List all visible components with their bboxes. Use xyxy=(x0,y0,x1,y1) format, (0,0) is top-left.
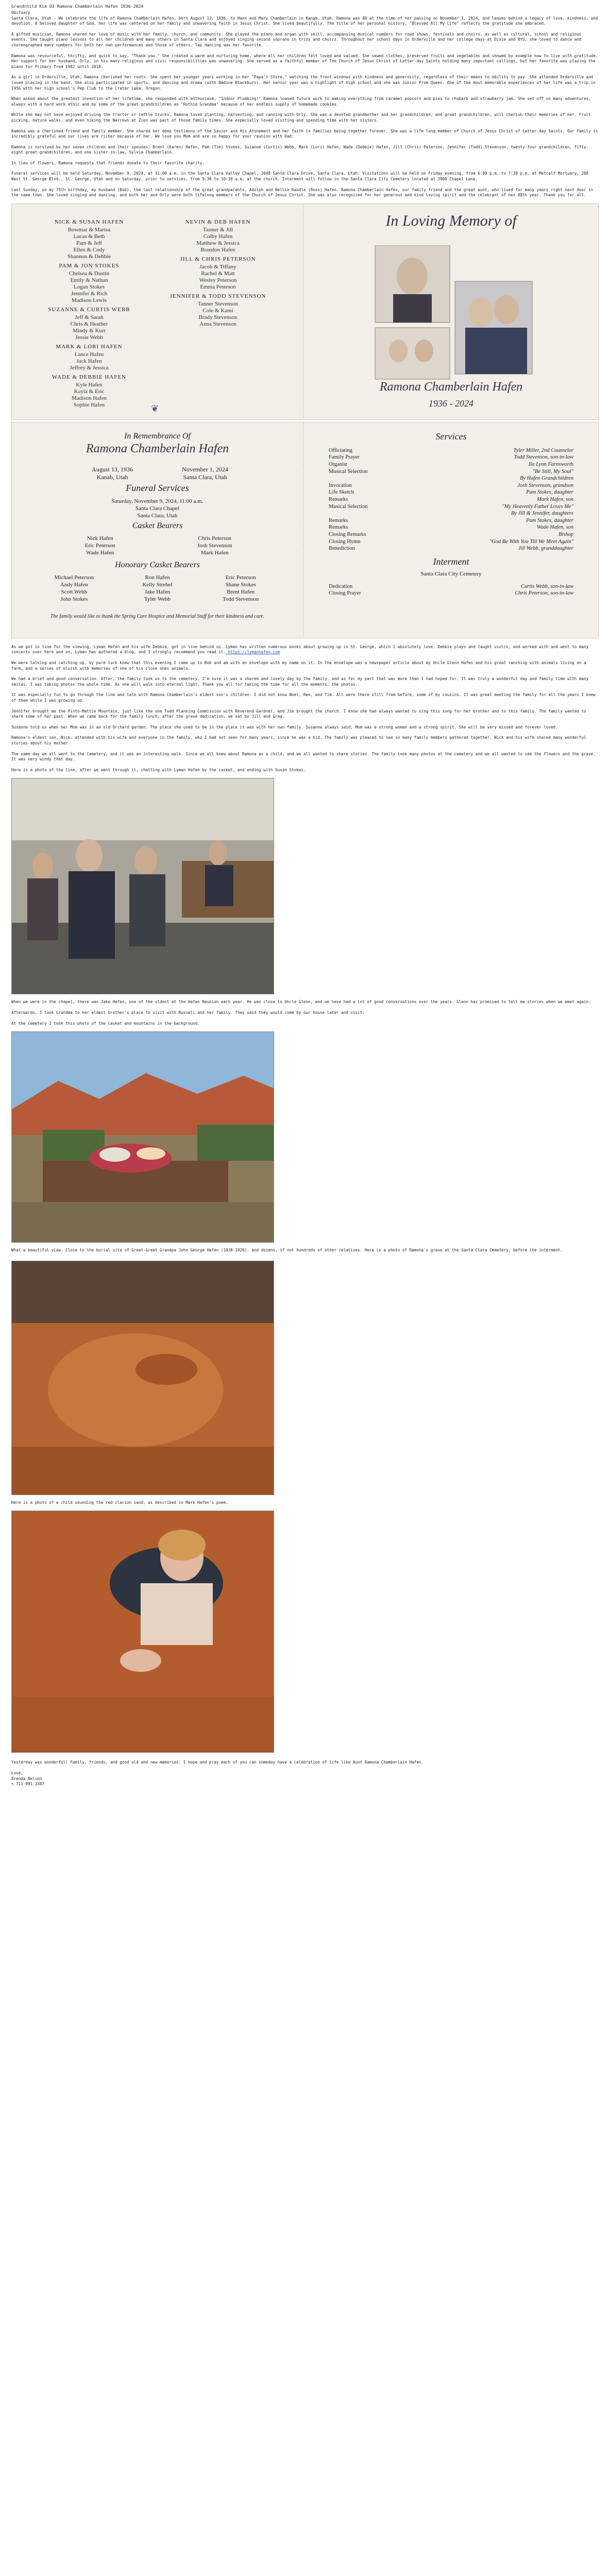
service-person: "Be Still, My Soul" xyxy=(532,468,573,474)
service-role: Remarks xyxy=(329,517,348,523)
honorary-bearer: Eric Peterson xyxy=(225,574,256,581)
honorary-family-heading: WADE & DEBBIE HAFEN xyxy=(52,374,126,380)
service-person: Pam Stokes, daughter xyxy=(526,517,573,523)
service-row xyxy=(329,447,573,454)
interment-heading: Interment xyxy=(433,556,469,567)
service-person: Josh Stevenson, grandson xyxy=(517,482,573,488)
service-row xyxy=(329,531,573,538)
service-person: Tyler Miller, 2nd Counselor xyxy=(513,447,573,453)
honorary-name: Colby Hafen xyxy=(203,233,233,240)
service-person: Todd Stevenson, son-in-law xyxy=(514,454,573,461)
service-role: Closing Hymn xyxy=(329,538,361,545)
story-paragraph: We were talking and catching up, by pure luck knew that this evening I came up to Bob and am with an envelope with my name on it. In the envelope was a newspaper article about my Uncle Glenn Hafen and his great ranching with animals living on a farm, and a series of bluish with memories of one of his close ones animals. xyxy=(11,660,586,671)
born-block xyxy=(74,466,151,481)
program-left-panel xyxy=(12,422,303,638)
signature-phone: + 711-991-3387 xyxy=(11,1782,45,1787)
service-person: By Hafen Grandchildren xyxy=(519,476,573,482)
services-list xyxy=(329,447,573,552)
passed-block xyxy=(166,466,244,481)
lyman-blog-link[interactable]: https://lymanhafen.com xyxy=(226,650,280,655)
obituary-paragraph: When asked about the greatest invention of her lifetime, she responded with enthusiasm, "Indoor Plumbing!" Ramona loaned future work to making everything from caramel popcorn and pies to rhubarb and strawberry jam. She set off on many adventures, always with a hard work ethic and by some of the great grandchildren as "Ruthie Grandma" because of her endless supply of homemade cookies. xyxy=(11,96,591,107)
service-person: Curtis Webb, son-in-law xyxy=(521,583,573,589)
program-cover-panel xyxy=(303,204,599,420)
program-dates: 1936 - 2024 xyxy=(429,398,473,409)
honorary-name: Jeffrey & Jessica xyxy=(70,364,109,371)
cemetery-casket-photo xyxy=(11,1031,274,1243)
casket-bearer: Mark Hafen xyxy=(201,549,229,556)
honorary-name: Madison Lewis xyxy=(71,297,107,303)
service-row xyxy=(329,524,573,531)
reflections-text xyxy=(11,188,599,198)
dedication-list xyxy=(329,583,573,597)
honorary-family-heading: NICK & SUSAN HAFEN xyxy=(54,218,124,225)
honorary-name: Wesley Peterson xyxy=(199,277,237,283)
honorary-bearer: John Stokes xyxy=(60,596,88,602)
program-name: Ramona Chamberlain Hafen xyxy=(379,380,523,394)
service-row xyxy=(329,545,573,552)
program-honoraries-panel xyxy=(12,204,303,420)
thanks-note: The family would like to thank the Spring Care Hospice and Memorial Staff for their kindness and care. xyxy=(50,613,265,619)
service-person: Bishop xyxy=(558,531,573,537)
honorary-name: Kyle Hafen xyxy=(76,381,103,388)
obituary-paragraph: As a girl in Orderville, Utah, Ramona cherished her roots. She spent her younger years working in her "Papa's Store," watching the front windows with kindness and generosity, regardless of their means to ability to pay. She attended Orderville and loved playing in the band. She also participated in sports, and dancing and drama (with Nadine Blackburn). Her senior year was a highlight of high school and she was Junior Prom Queen. One of the most memorable experiences of her life was a trip in 1956 with her high school's Pep Club to the Crater Lake, Oregon. xyxy=(11,75,596,91)
photo3-caption: Here is a photo of a child sounding the red clarion sand, as described in Mark Hafen's poem. xyxy=(11,1500,228,1505)
photo1-paragraph: Afterwards, I took Grandma to her eldest brother's place to visit with Russell and her family. They said they would come by our house later and visit. xyxy=(11,1010,365,1015)
honorary-name: Mindy & Kurt xyxy=(73,327,106,334)
service-row xyxy=(329,517,573,524)
honorary-family-heading: NEVIN & DEB HAFEN xyxy=(185,218,251,225)
service-person: "My Heavenly Father Loves Me" xyxy=(502,503,573,510)
story-paragraph: Ramona's eldest son, Nick, attended with his wife and everyone in the family, who I had not seen for many years, since he was a kid. The family was pleased to see so many family members gathered together. Nick and his wife shared many wonderful stories about his mother. xyxy=(11,735,586,745)
obituary-paragraph: In lieu of flowers, Ramona requests that friends donate to their favorite charity. xyxy=(11,160,205,165)
honorary-name: Jacob & Tiffany xyxy=(199,263,236,270)
honorary-name: Cole & Kami xyxy=(202,307,233,314)
story-paragraph: Susanne told us when her Mom was in an old Orchard garden. The place she used to be in the place it was with her own family. Susanne always said, Mom was a strong woman and a strong spirit. She will be very missed and forever loved. xyxy=(11,724,558,730)
honorary-bearer: Todd Stevenson xyxy=(222,596,259,602)
service-role: Dedication xyxy=(329,583,353,589)
page xyxy=(11,3,599,1787)
honorary-name: Brandon Hafen xyxy=(200,246,235,253)
passed-date: November 1, 2024 xyxy=(182,465,228,473)
casket-heading: Casket Bearers xyxy=(132,521,183,530)
obituary-paragraph: A gifted musician, Ramona shared her love of music with her family, church, and community. She played the piano and organ with skill, accompanying musical numbers for road shows, festivals and choirs, as well as cultural, school and religious events. She taught piano lessons to all her children and many others in Santa Clara and enjoyed singing second soprano in trios and choirs. Throughout her school days in Orderville and her college days at Dixie and BYU, she loved to dance and choreographed many numbers for both her own performances and those of others. Tap dancing was her favorite. xyxy=(11,31,582,47)
chapel-line-photo xyxy=(11,778,274,994)
obituary-paragraph: While she may not have enjoyed driving the tractor or cattle trucks, Ramona loved planting, harvesting, and canning with Orly. She was a devoted grandmother and her grandchildren, and great grandchildren, will cherish their memories of her. Fruit picking, nature walks, and even hiking the Narrows at Zion was part of those family times. She especially loved visiting and spending time with her sisters. xyxy=(11,112,591,123)
flourish-icon: ❦ xyxy=(151,403,159,414)
obituary-paragraph: Funeral services will be held Saturday, November 9, 2024, at 11:00 a.m. in the Santa Clara Valley Chapel, 2048 Santa Clara Drive, Santa Clara, Utah. Visitations will be held on Friday evening, from 6:00 p.m. to 7:30 p.m. at Metcalf Mortuary, 288 West St. George Blvd., St. George, Utah and on Saturday, prior to services, from 9:30 to 10:30 a.m. at the church. Interment will follow in the Santa Clara City Cemetery located at 3900 Chapel Lane. xyxy=(11,171,589,182)
passed-place: Santa Clara, Utah xyxy=(183,473,227,481)
photo2-caption: At the Cemetery I took this photo of the casket and mountains in the background. xyxy=(11,1021,200,1026)
honorary-bearer: Andy Hafen xyxy=(60,581,88,588)
honorary-name: Rachel & Matt xyxy=(201,270,235,277)
born-date: August 13, 1936 xyxy=(92,465,133,473)
honorary-name: Chris & Heather xyxy=(70,320,108,327)
service-person: "God Be With You Till We Meet Again" xyxy=(489,538,573,545)
casket-bearer: Eric Peterson xyxy=(84,542,115,549)
honorary-name: Madison Hafen xyxy=(71,395,107,401)
obituary-paragraph: Ramona is survived by her seven children and their spouses: Brent (Karen) Hafen, Pam (Tim) Stokes, Suzanne (Curtis) Webb, Mark (Lori) Hafen, Wade (Debbie) Hafen, Jill (Chris) Peterson, Jennifer (Todd) Stevenson, twenty-four grandchildren, fifty-eight great-grandchildren, and one sister-in-law, Sylvia Chamberlain. xyxy=(11,144,589,155)
service-role: Officiating xyxy=(329,447,352,453)
honorary-name: Tanner Stevenson xyxy=(197,300,239,307)
funeral-details xyxy=(12,498,303,519)
service-row xyxy=(329,468,573,476)
honorary-name: Kayla & Eric xyxy=(74,388,105,395)
honorary-name: Pam & Jeff xyxy=(76,240,102,246)
photo1-paragraph: When we were in the chapel, there was Jake Hafen, one of the oldest at the Hafen Reunion each year. He was close to Uncle Glenn, and we have had a lot of good conversations over the years. Glenn has promised to tell me stories when we meet again. xyxy=(11,999,591,1005)
honorary-bearer: Shane Stokes xyxy=(225,581,256,588)
honorary-bearers xyxy=(32,574,282,603)
honorary-name: Jeff & Sarah xyxy=(75,314,104,320)
casket-bearer: Josh Stevenson xyxy=(197,542,232,549)
story-paragraph: As we got in line for the viewing, Lyman Hafen and his wife Debbie, got in line behind us. Lyman has written numerous books about growing up in St. George, which I absolutely love. Debbie plays and taught violin, and worked with and went to many concerts over here and on, Lyman has authored a blog, and I strongly recommend you read it. https://lymanhafen.com xyxy=(11,644,589,655)
honorary-heading: Honorary Casket Bearers xyxy=(115,560,200,569)
funeral-heading: Funeral Services xyxy=(126,482,189,493)
casket-bearer: Chris Peterson xyxy=(198,535,231,541)
service-row xyxy=(329,583,573,590)
honorary-name: Ellen & Cody xyxy=(73,246,105,253)
honorary-bearer: Scott Webb xyxy=(61,588,88,595)
service-role: Remarks xyxy=(329,497,348,502)
honorary-family-heading: JENNIFER & TODD STEVENSON xyxy=(170,293,266,299)
service-person: Pam Stokes, daughter xyxy=(526,489,573,496)
honorary-name: Sophie Hafen xyxy=(73,401,105,408)
service-role: Remarks xyxy=(329,524,348,531)
services-heading: Services xyxy=(435,431,467,442)
service-role: Family Prayer xyxy=(329,454,360,461)
service-role: Musical Selection xyxy=(329,468,368,474)
honoraries-left xyxy=(43,216,136,409)
honorary-name: Lance Hafen xyxy=(74,351,104,358)
service-row xyxy=(329,454,573,461)
obituary-text xyxy=(11,16,599,182)
service-row xyxy=(329,489,573,496)
service-row xyxy=(329,496,573,503)
honorary-name: Emily & Nathan xyxy=(70,277,108,283)
portrait-photos xyxy=(370,245,535,382)
honorary-bearer: Tyler Webb xyxy=(144,596,171,602)
service-row xyxy=(329,538,573,546)
document-kind: Obituary xyxy=(11,10,30,15)
service-row xyxy=(329,475,573,482)
service-row xyxy=(329,510,573,517)
chapel-photo-graphic xyxy=(12,778,274,994)
service-person: Ila Lynn Farnsworth xyxy=(528,462,573,468)
honorary-name: Logan Stokes xyxy=(73,283,105,290)
story-paragraph: Jennifer brought me the Pinto-Mattie Mountain, just like the one Todd Planning Commission with Reverend Gardner, and Jim brought the church. I know she had always wanted to sing this song for her brother and to this family. The family wanted to share some of her past. When we came back for the family lunch, after the grave dedication, we sat by Jill and Greg. xyxy=(11,708,586,719)
honorary-bearer: Michael Peterson xyxy=(54,574,94,581)
service-role: Invocation xyxy=(329,482,352,488)
child-photo-graphic xyxy=(12,1511,274,1753)
funeral-date: Saturday, November 9, 2024, 11:00 a.m. xyxy=(111,498,204,504)
program-right-panel xyxy=(303,422,599,638)
inside-name: Ramona Chamberlain Hafen xyxy=(86,442,229,455)
honorary-bearer: Kelly Strebel xyxy=(142,581,173,588)
casket-bearer: Nick Hafen xyxy=(87,535,113,541)
honorary-name: Lucas & Beth xyxy=(73,233,105,240)
honorary-family-heading: PAM & JON STOKES xyxy=(59,262,120,269)
reflection-paragraph: Last Sunday, on my 75th birthday, my husband (Bob), the last relationship of the great grandparents, Adolph and Nellie Randle (Ross) Hafen. Ramona Chamberlain Hafen, our family friend and the great aunt, who lived for many years right next door in the same town. She loved singing and dancing, and both her and Orly were both lifelong members of the Church of Jesus Christ. She was also recognized for her generous and kind loving spirit and the celebrant of her 88th year. Thank you for all. xyxy=(11,187,594,198)
service-role: Benediction xyxy=(329,546,355,552)
service-row xyxy=(329,503,573,511)
story-paragraph: We had a brief and good conversation. After, the family took us to the cemetery. I'm sure it was a shared and lovely day by the family, and as for my part that was more than I had hoped for. It was truly a wonderful day and family time with many smiles. I was taking photos the whole time. As she will walk into eternal light. Thank you all for taking the time for all the moments, the photos. xyxy=(11,676,589,687)
signature-label: Love, xyxy=(11,1770,23,1775)
obituary-paragraph: Ramona was resourceful, thrifty, and quick to say, "Thank you." She created a warm and nurturing home, where all her children felt loved and valued. She sewed clothes, preserved fruits and vegetables and showed by example how to live with gratitude. Her support for her husband, Orly, in his many religious and civic responsibilities was unwavering. She served as a faithful member of The Church of Jesus Christ of Latter-day Saints holding many important callings, but her favorite was playing the piano for Primary from 1982 until 2018. xyxy=(11,53,598,69)
story-paragraph: It was especially fun to go through the line and talk with Ramona Chamberlain's eldest son's children. I did not know Noel, Reo, and Tim. All were there still from before, some of my cousins. It was great meeting the family for all the years I knew of them while I was growing up. xyxy=(11,692,596,703)
service-person: By Jill & Jennifer, daughters xyxy=(511,511,573,517)
photo1-text xyxy=(11,999,599,1015)
casket-bearer: Wade Hafen xyxy=(86,549,114,556)
honorary-name: Jack Hafen xyxy=(76,358,102,364)
in-remembrance: In Remembrance Of xyxy=(124,431,191,440)
cemetery-photo-graphic xyxy=(12,1032,274,1243)
sand-photo-graphic xyxy=(12,1261,274,1495)
service-person: Mark Hafen, son xyxy=(537,497,573,502)
honorary-family-heading: SUZANNE & CURTIS WEBB xyxy=(48,306,130,313)
honorary-name: Jessie Webb xyxy=(75,334,103,341)
honorary-name: Matthew & Jessica xyxy=(196,240,240,246)
funeral-city: Santa Clara, Utah xyxy=(137,512,178,519)
interment-place: Santa Clara City Cemetery xyxy=(420,570,482,577)
service-row xyxy=(329,590,573,597)
service-person: Chris Peterson, son-in-law xyxy=(515,590,573,597)
closing-text: Yesterday was wonderful! Family, friends, and good old and new memories. I hope and pray each of you can someday have a celebration of life like Aunt Ramona Chamberlain Hafen. xyxy=(11,1760,424,1765)
document-title: Grandchild Kim DI Ramona Chamberlain Hafen 1936-2024 xyxy=(11,4,144,9)
photo2-text: What a beautiful view. Close to the burial site of Great-Great Grandpa John George Hafen (1838-1920), and dozens, if not hundreds of other relatives. Here is a photo of Ramona's grave at the Santa Clara Cemetery, before the interment. xyxy=(11,1248,563,1253)
born-place: Kanab, Utah xyxy=(96,473,128,481)
obituary-paragraph: Santa Clara, Utah - We celebrate the life of Ramona Chamberlain Hafen, born August 13, 1936, to Hans and Mary Chamberlain in Kanab, Utah. Ramona was 88 at the time of her passing on November 1, 2024, and leaves behind a legacy of love, kindness, and devotion. A beloved daughter of God, her life was centered on her family and unwavering faith in Jesus Christ. She lived beautifully. The title of her personal history, "Blessed All My Life" reflects the gratitude she embraced. xyxy=(11,15,598,26)
honorary-bearer: Jake Hafen xyxy=(144,588,171,595)
service-role: Musical Selection xyxy=(329,503,368,510)
honorary-name: Shannon & Debbie xyxy=(67,253,111,260)
honorary-name: Chelsea & Dustin xyxy=(69,270,110,277)
signature-name: Brenda Nelson xyxy=(11,1776,42,1781)
in-loving-memory: In Loving Memory of xyxy=(385,212,517,229)
service-person: Jill Webb, granddaughter xyxy=(518,546,573,552)
service-role: Organist xyxy=(329,462,347,468)
honorary-name: Jennifer & Rich xyxy=(71,290,108,297)
funeral-place: Santa Clara Chapel xyxy=(136,505,179,512)
casket-bearers xyxy=(43,535,272,556)
service-role: Life Sketch xyxy=(329,489,354,496)
service-row xyxy=(329,461,573,468)
obituary-paragraph: Ramona was a cherished friend and family member. She shared her deep testimony of the Savior and His Atonement and her faith in families being together forever. She was a life long member of Church of Jesus Christ of Latter-day Saints. Our family is incredibly grateful and our lives are richer because of her. We love you Mom and are so happy for your reunion with Dad. xyxy=(11,128,598,139)
middle-text xyxy=(11,645,599,762)
service-person: Wade Hafen, son xyxy=(536,524,573,531)
honorary-name: Brady Stevenson xyxy=(198,314,238,320)
story-paragraph: The same day we all went to the Cemetery, and it was an interesting walk. Since we all knew about Ramona as a child, and we all wanted to share stories. The family took many photos at the cemetery and we all wanted to see the flowers and the grave. It was very windy that day. xyxy=(11,751,596,762)
honorary-family-heading: JILL & CHRIS PETERSON xyxy=(180,256,256,262)
honorary-bearer: Brent Hafen xyxy=(227,588,255,595)
service-role: Closing Prayer xyxy=(329,590,361,597)
program-front-image xyxy=(11,204,599,420)
child-sand-photo xyxy=(11,1511,274,1753)
service-row xyxy=(329,482,573,489)
program-inside-image xyxy=(11,422,599,638)
honorary-name: Anna Stevenson xyxy=(199,320,236,327)
honorary-bearer: Ron Hafen xyxy=(145,574,170,581)
grave-sand-photo xyxy=(11,1261,274,1495)
honorary-family-heading: MARK & LORI HAFEN xyxy=(56,343,123,350)
honorary-name: Tanner & Jill xyxy=(203,226,233,233)
honorary-name: Bowmar & Marisa xyxy=(67,226,111,233)
service-role: Closing Remarks xyxy=(329,531,366,537)
photo1-caption: Here is a photo of the line, after we went through it, chatting with Lyman Hafen by the casket, and ending with Susan Stokes. xyxy=(11,767,306,772)
honorary-name: Emma Peterson xyxy=(200,283,236,290)
honoraries-right xyxy=(166,216,269,328)
